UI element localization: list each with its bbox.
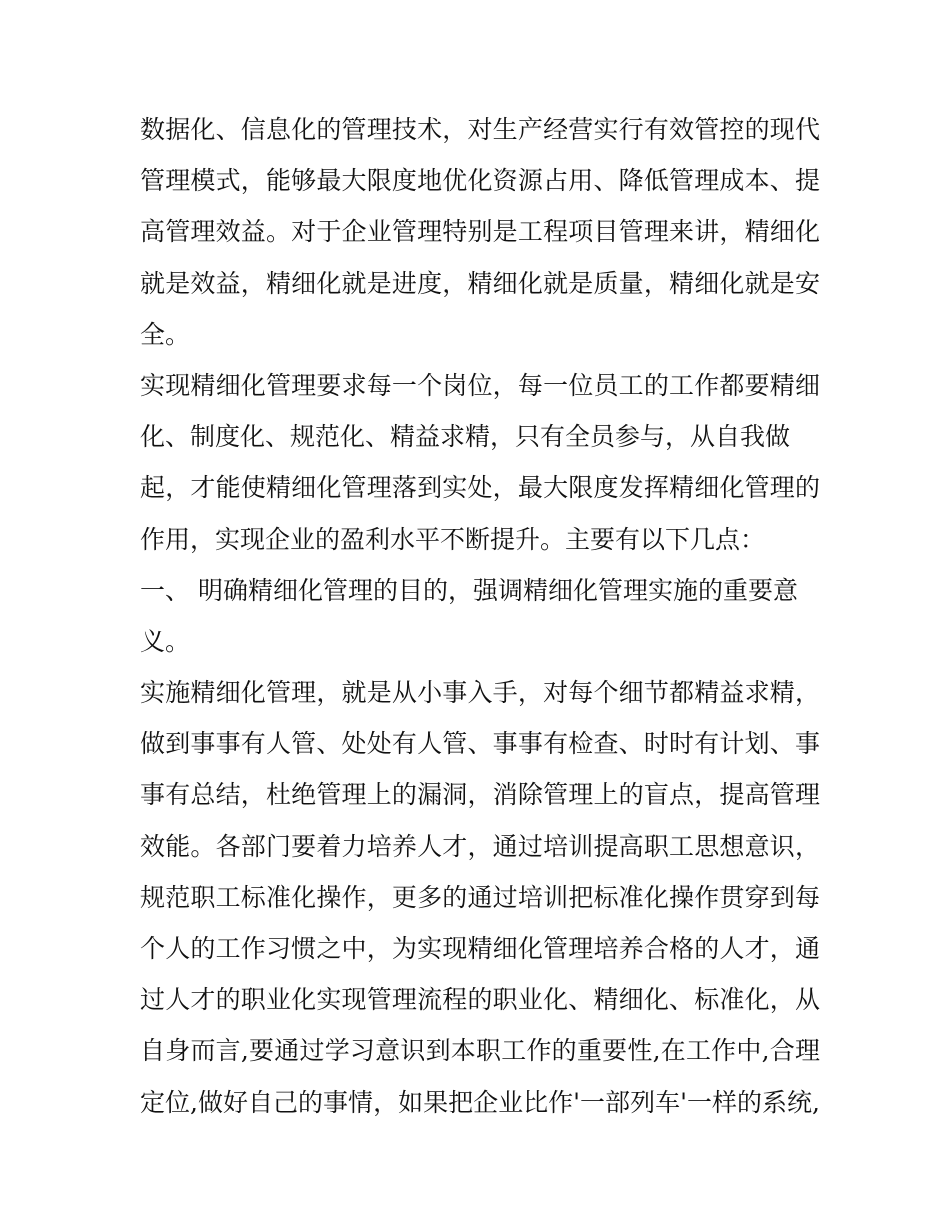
text-line: 数据化、信息化的管理技术，对生产经营实行有效管控的现代	[140, 115, 820, 144]
text-line: 实现精细化管理要求每一个岗位，每一位员工的工作都要精细	[140, 370, 820, 400]
text-line: 就是效益，精细化就是进度，精细化就是质量，精细化就是安	[140, 268, 820, 298]
text-line: 效能。各部门要着力培养人才，通过培训提高职工思想意识，	[140, 831, 820, 861]
text-line: 作用，实现企业的盈利水平不断提升。主要有以下几点：	[140, 524, 766, 554]
text-line: 管理模式，能够最大限度地优化资源占用、降低管理成本、提	[140, 166, 820, 196]
document-body	[140, 104, 820, 1128]
text-line: 实施精细化管理，就是从小事入手，对每个细节都精益求精，	[140, 678, 820, 708]
text-line: 起，才能使精细化管理落到实处，最大限度发挥精细化管理的	[140, 473, 820, 503]
text-line: 过人才的职业化实现管理流程的职业化、精细化、标准化，从	[140, 985, 820, 1015]
text-line: 规范职工标准化操作，更多的通过培训把标准化操作贯穿到每	[140, 882, 820, 912]
text-line: 定位,做好自己的事情，如果把企业比作'一部列车'一样的系统,	[140, 1087, 820, 1117]
text-line: 个人的工作习惯之中，为实现精细化管理培养合格的人才，通	[140, 934, 820, 963]
text-line: 义。	[140, 626, 191, 656]
text-line: 化、制度化、规范化、精益求精，只有全员参与，从自我做	[140, 422, 791, 452]
section-heading: 一、 明确精细化管理的目的，强调精细化管理实施的重要意	[140, 575, 798, 605]
text-line: 高管理效益。对于企业管理特别是工程项目管理来讲，精细化	[140, 217, 820, 247]
text-line: 全。	[140, 319, 191, 349]
text-line: 自身而言,要通过学习意识到本职工作的重要性,在工作中,合理	[140, 1036, 820, 1066]
text-line: 做到事事有人管、处处有人管、事事有检查、时时有计划、事	[140, 729, 820, 759]
text-line: 事有总结，杜绝管理上的漏洞，消除管理上的盲点，提高管理	[140, 780, 820, 810]
